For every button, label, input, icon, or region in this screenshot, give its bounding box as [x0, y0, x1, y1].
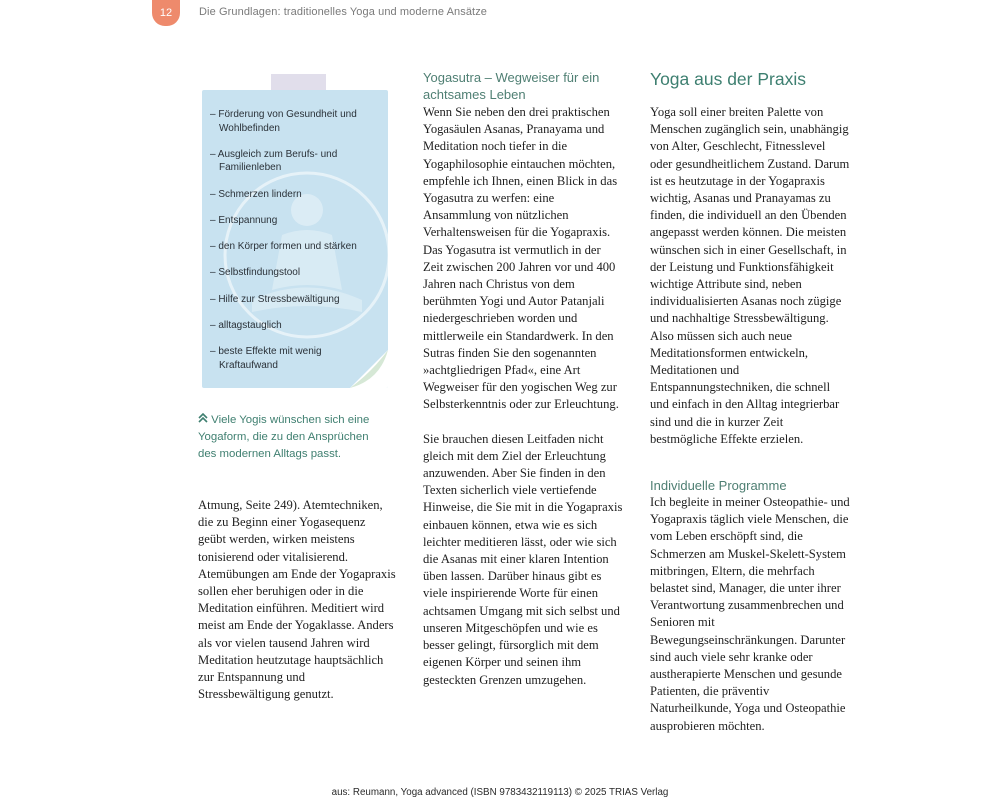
body-paragraph: Atmung, Seite 249). Atemtechniken, die zu Beginn einer Yogasequenz geübt werden, wirken meistens tonisierend oder vitalisierend. Atemübungen am Ende der Yogapraxis sollen eher beruhigen oder in die Meditation einführen. Meditiert wird meist am Ende der Yogaklasse. Anders als vor vielen tausend Jahren wird Meditation heutzutage hauptsächlich zur Entspannung und Stressbewältigung genutzt.: [198, 498, 396, 702]
page-number-badge: 12: [152, 0, 180, 26]
list-item: – den Körper formen und stärken: [210, 241, 357, 253]
list-item: – Selbstfindungstool: [210, 267, 301, 279]
column-left: [198, 497, 396, 703]
list-item: – alltagstauglich: [210, 320, 282, 332]
benefits-list: [210, 108, 382, 385]
image-caption: [198, 412, 388, 463]
list-item: – Förderung von Gesundheit und Wohlbefinden: [210, 109, 357, 134]
section-heading-yoga-praxis: Yoga aus der Praxis: [650, 69, 806, 89]
list-item: – beste Effekte mit wenig Kraftaufwand: [210, 346, 322, 371]
list-item: – Schmerzen lindern: [210, 188, 302, 200]
column-right-lower: [650, 494, 850, 735]
list-item: – Entspannung: [210, 214, 278, 226]
double-chevron-up-icon: [198, 413, 208, 423]
body-paragraph: Ich begleite in meiner Osteopathie- und Yogapraxis täglich viele Menschen, die vom Leben erschöpft sind, die Schmerzen am Muskel-Skelett-System mitbringen, Eltern, die mehrfach belastet sind, Manager, die unter ihrer Verantwortung zusammenbrechen und Senioren mit Bewegungseinschränkungen. Darunter sind auch viele sehr kranke oder austherapierte Menschen und gesunde Patienten, die präventiv Naturheilkunde, Yoga und Osteopathie ausprobieren möchten.: [650, 495, 850, 733]
caption-text: Viele Yogis wünschen sich eine Yogaform, die zu den Ansprüchen des modernen Alltags passt.: [198, 414, 370, 460]
body-paragraph: Yoga soll einer breiten Palette von Menschen zugänglich sein, unabhängig von Alter, Geschlecht, Fitnesslevel oder gesundheitlichem Zustand. Darum ist es heutzutage in der Yogapraxis wichtig, Asanas und Pranayamas zu finden, die individuell an den Übenden angepasst werden können. Die meisten wünschen sich in einer Gesellschaft, in der Leistung und Funktionsfähigkeit wichtige Attribute sind, neben individualisierten Asanas noch zügige und nachhaltige Stressbewältigung. Also müssen sich auch neue Meditationsformen entwickeln, Meditationen und Entspannungstechniken, die schnell und einfach in den Alltag integrierbar sind und die in kurzer Zeit bestmögliche Effekte erzielen.: [650, 105, 850, 446]
subheading-individuelle-programme: Individuelle Programme: [650, 478, 787, 493]
running-head: Die Grundlagen: traditionelles Yoga und moderne Ansätze: [199, 6, 488, 18]
sticky-note: [202, 90, 388, 388]
source-footer: aus: Reumann, Yoga advanced (ISBN 9783432119113) © 2025 TRIAS Verlag: [331, 787, 669, 798]
list-item: – Hilfe zur Stressbewältigung: [210, 293, 340, 305]
column-right: [650, 104, 850, 448]
list-item: – Ausgleich zum Berufs- und Familienleben: [210, 148, 338, 174]
section-heading-yogasutra: Yogasutra – Wegweiser für ein achtsames Leben: [423, 70, 600, 102]
body-paragraph: Sie brauchen diesen Leitfaden nicht gleich mit dem Ziel der Erleuchtung anzuwenden. Aber Sie finden in den Texten sicherlich viele vertiefende Hinweise, die Sie mit in die Yogapraxis einbauen können, etwa wie es sich leichter meditieren lässt, oder wie sich die Asanas mit einer klaren Intention üben lassen. Darüber hinaus gibt es viele inspirierende Worte für einen achtsamen Umgang mit sich selbst und unseren Mitgeschöpfen und wie es besser gelingt, fürsorglich mit dem eigenen Körper und seinen ihm gesteckten Grenzen umzugehen.: [423, 431, 623, 687]
body-paragraph: Wenn Sie neben den drei praktischen Yogasäulen Asanas, Pranayama und Meditation noch tiefer in die Yogaphilosophie eintauchen möchten, empfehle ich Ihnen, einen Blick in das Yogasutra zu werfen: eine Ansammlung von nützlichen Verhaltensweisen für die Yogapraxis. Das Yogasutra ist vermutlich in der Zeit zwischen 200 Jahren vor und 400 Jahren nach Christus von dem berühmten Yogi und Autor Patanjali niedergeschrieben worden und mittlerweile ein Standardwerk. In den Sutras finden Sie den sogenannten »achtgliedrigen Pfad«, eine Art Wegweiser für den yogischen Weg zur Selbsterkenntnis oder zur Erleuchtung.: [423, 105, 619, 412]
column-middle: [423, 104, 623, 689]
